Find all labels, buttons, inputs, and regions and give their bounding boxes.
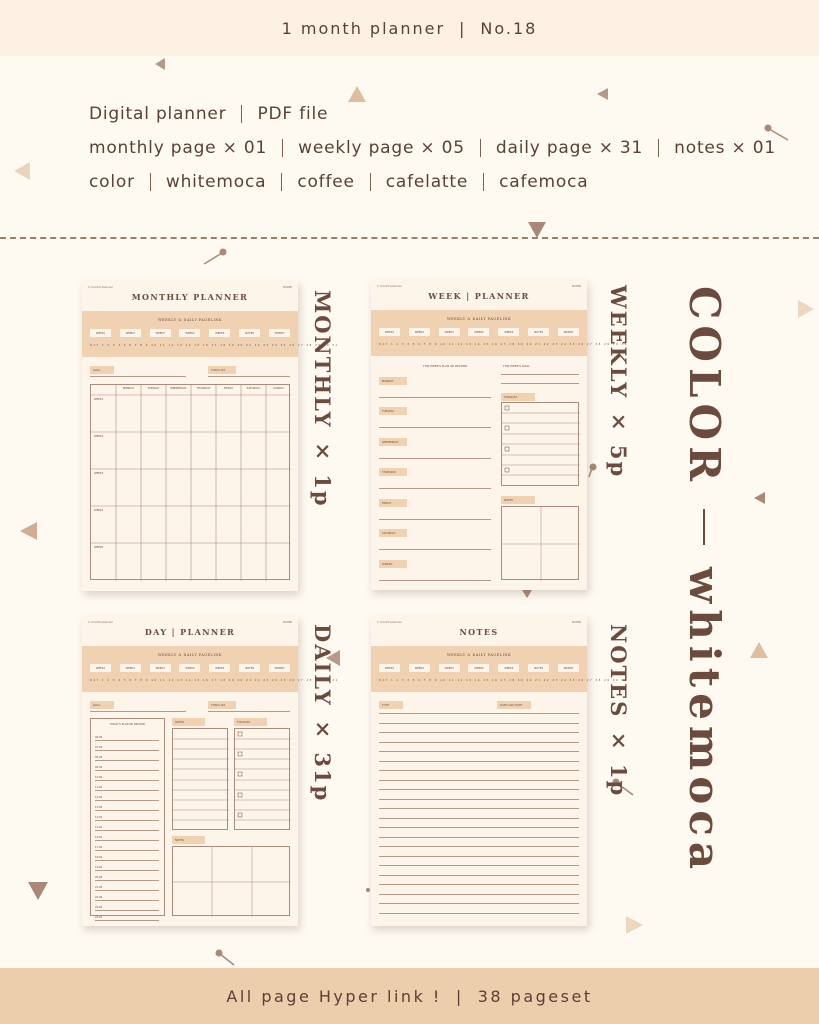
- triangle-icon: [754, 492, 765, 504]
- notes-lines: [502, 507, 580, 581]
- divider: [281, 173, 282, 191]
- color-word: COLOR: [680, 286, 729, 488]
- info-item: color: [89, 172, 135, 192]
- tab-week4: WEEK4: [468, 664, 489, 672]
- notes-box: [172, 728, 228, 830]
- info-item: coffee: [297, 172, 355, 192]
- tab-week3: WEEK3: [150, 329, 171, 337]
- rule-line: [208, 711, 290, 712]
- triangle-icon: [626, 916, 643, 934]
- rule-line: [95, 870, 159, 871]
- week-label: WEEK3: [94, 472, 104, 475]
- tab-week3: WEEK3: [439, 328, 460, 336]
- header-title: 1 month planner: [281, 18, 446, 38]
- time-label: 19:00: [95, 866, 103, 869]
- rule-line: [379, 732, 579, 733]
- weekly-count-label: WEEKLY × 5p: [606, 285, 631, 479]
- tab-week3: WEEK3: [150, 664, 171, 672]
- page-header: [371, 616, 587, 646]
- info-item: monthly page × 01: [89, 138, 268, 158]
- page-header: [371, 280, 587, 310]
- tab-week1: WEEK1: [379, 664, 400, 672]
- page-header: [82, 616, 298, 646]
- divider: [483, 173, 484, 191]
- time-label: 22:00: [95, 896, 103, 899]
- rule-line: [379, 713, 579, 714]
- rule-line: [379, 519, 491, 520]
- calendar-grid: [90, 384, 290, 580]
- time-label: 18:00: [95, 856, 103, 859]
- rule-line: [379, 818, 579, 819]
- todolist-box: [234, 728, 290, 830]
- footer-separator: |: [455, 986, 464, 1006]
- rule-line: [208, 376, 290, 377]
- triangle-icon: [20, 522, 37, 540]
- triangle-icon: [798, 300, 814, 318]
- rule-line: [379, 397, 491, 398]
- day-label: SUNDAY: [379, 560, 407, 568]
- link-title: WEEKLY & DAILY PAGELINK: [446, 653, 512, 657]
- todolist-label: TODOLIST: [234, 718, 267, 726]
- schedule-box: [90, 718, 165, 919]
- triangle-icon: [28, 882, 48, 900]
- rule-line: [95, 840, 159, 841]
- weekday-headers: [116, 387, 291, 390]
- tab-week1: WEEK1: [90, 329, 111, 337]
- day-links: [379, 343, 628, 346]
- tab-month: MONTH: [269, 664, 290, 672]
- day-numbers: 1 2 3 4 5 6 7 8 9 10 11 12 13 14 15 16 17 18 19 20 21 22 23 24 25 26 27 28 29 30 31: [101, 679, 339, 682]
- link-title: WEEKLY & DAILY PAGELINK: [446, 317, 512, 321]
- time-label: 13:00: [95, 806, 103, 809]
- rule-line: [379, 761, 579, 762]
- color-label: [680, 286, 729, 875]
- link-tabs: [379, 664, 579, 672]
- rule-line: [379, 894, 579, 895]
- brand-right: HOME: [282, 285, 292, 289]
- tab-week5: WEEK5: [498, 664, 519, 672]
- weekday-label: WEDNESDAY: [170, 387, 187, 390]
- rule-line: [379, 884, 579, 885]
- time-label: 14:00: [95, 816, 103, 819]
- header-bar: [0, 0, 819, 56]
- day-label: FRIDAY: [379, 499, 407, 507]
- monthly-count-label: MONTHLY × 1p: [310, 290, 335, 508]
- week-label: WEEK1: [94, 398, 104, 401]
- info-item: whitemoca: [165, 172, 267, 192]
- divider: [150, 173, 151, 191]
- info-item: PDF file: [257, 104, 329, 124]
- day-prefix: DAY: [379, 679, 389, 682]
- info-item: notes × 01: [674, 138, 777, 158]
- rule-line: [379, 903, 579, 904]
- time-label: 15:00: [95, 826, 103, 829]
- plan-heading: THIS WEEK'S PLAN OR RECORD: [423, 364, 468, 368]
- link-band: [371, 646, 628, 692]
- weekday-label: TUESDAY: [147, 387, 160, 390]
- divider: [480, 139, 481, 157]
- link-tabs: [379, 328, 579, 336]
- day-label: TUESDAY: [379, 407, 407, 415]
- page-header: [82, 281, 298, 311]
- todo-label: TODO LIST: [208, 366, 236, 374]
- rule-line: [379, 580, 491, 581]
- title-label: TITLE: [379, 701, 403, 709]
- notes-label: NOTES: [172, 836, 205, 844]
- tab-week2: WEEK2: [120, 664, 141, 672]
- day-links: [90, 344, 339, 347]
- tab-week5: WEEK5: [209, 329, 230, 337]
- rule-line: [379, 780, 579, 781]
- rule-line: [95, 860, 159, 861]
- todolist-lines: [502, 403, 580, 487]
- color-divider: [703, 509, 705, 545]
- todolist-lines: [235, 729, 291, 831]
- time-label: 17:00: [95, 846, 103, 849]
- triangle-icon: [750, 642, 768, 658]
- brand-left: 1 month planner: [377, 284, 403, 288]
- tab-month: MONTH: [269, 329, 290, 337]
- rule-line: [95, 820, 159, 821]
- notes-count-label: NOTES × 1p: [606, 624, 631, 798]
- weekday-label: SUNDAY: [273, 387, 284, 390]
- info-item: cafemoca: [499, 172, 589, 192]
- rule-line: [95, 910, 159, 911]
- weekday-label: SATURDAY: [246, 387, 261, 390]
- day-label: SATURDAY: [379, 529, 407, 537]
- info-line-1: [89, 104, 328, 124]
- week-label: WEEK5: [94, 546, 104, 549]
- day-numbers: 1 2 3 4 5 6 7 8 9 10 11 12 13 14 15 16 17 18 19 20 21 22 23 24 25 26 27 28 29 30 31: [390, 679, 628, 682]
- link-tabs: [90, 329, 290, 337]
- tab-month: MONTH: [558, 664, 579, 672]
- date-label: DATE/ DAY/ DATE: [497, 701, 531, 709]
- rule-line: [95, 780, 159, 781]
- todo-label: TODO LIST: [208, 701, 236, 709]
- tab-notes: NOTES: [239, 664, 260, 672]
- rule-line: [379, 770, 579, 771]
- day-label: WEDNESDAY: [379, 438, 407, 446]
- divider: [370, 173, 371, 191]
- info-item: daily page × 31: [495, 138, 644, 158]
- goal-label: GOAL: [90, 366, 114, 374]
- rule-line: [95, 800, 159, 801]
- rule-line: [379, 427, 491, 428]
- rule-line: [95, 900, 159, 901]
- brand-left: 1 month planner: [88, 620, 114, 624]
- rule-line: [379, 827, 579, 828]
- weekday-label: MONDAY: [122, 387, 135, 390]
- footer-bar: [0, 968, 819, 1024]
- rule-line: [379, 723, 579, 724]
- rule-line: [95, 850, 159, 851]
- brand-left: 1 month planner: [88, 285, 114, 289]
- day-label: THURSDAY: [379, 468, 407, 476]
- info-line-3: [89, 172, 588, 192]
- goal-heading: THIS WEEK'S GOAL: [503, 364, 530, 368]
- tab-week2: WEEK2: [120, 329, 141, 337]
- triangle-icon: [528, 222, 546, 238]
- rule-line: [90, 711, 186, 712]
- rule-line: [501, 374, 579, 375]
- time-label: 20:00: [95, 876, 103, 879]
- rule-line: [95, 880, 159, 881]
- pin-icon: [214, 948, 236, 968]
- link-title: WEEKLY & DAILY PAGELINK: [157, 653, 223, 657]
- time-label: 09:00: [95, 766, 103, 769]
- todolist-label: TODOLIST: [501, 393, 535, 401]
- rule-line: [95, 920, 159, 921]
- time-label: 08:00: [95, 756, 103, 759]
- link-title: WEEKLY & DAILY PAGELINK: [157, 318, 223, 322]
- tab-week1: WEEK1: [90, 664, 111, 672]
- link-band: [82, 311, 339, 357]
- rule-line: [379, 549, 491, 550]
- pin-icon: [586, 462, 600, 478]
- notes-label: NOTES: [501, 496, 535, 504]
- time-label: 16:00: [95, 836, 103, 839]
- triangle-icon: [14, 162, 30, 180]
- footer-right: 38 pageset: [477, 986, 593, 1006]
- rule-line: [95, 790, 159, 791]
- tab-week2: WEEK2: [409, 328, 430, 336]
- daily-count-label: DAILY × 31p: [310, 624, 335, 803]
- tab-notes: NOTES: [528, 664, 549, 672]
- tab-week4: WEEK4: [179, 329, 200, 337]
- tab-week5: WEEK5: [498, 328, 519, 336]
- rule-line: [95, 830, 159, 831]
- day-numbers: 1 2 3 4 5 6 7 8 9 10 11 12 13 14 15 16 17 18 19 20 21 22 23 24 25 26 27 28 29 30 31: [101, 344, 339, 347]
- tab-week4: WEEK4: [179, 664, 200, 672]
- rule-line: [379, 846, 579, 847]
- info-item: cafelatte: [385, 172, 469, 192]
- pin-icon: [202, 248, 228, 268]
- notes-box: [501, 506, 579, 580]
- brand-left: 1 month planner: [377, 620, 403, 624]
- week-label: WEEK4: [94, 509, 104, 512]
- day-links: [379, 679, 628, 682]
- footer-left: All page Hyper link !: [226, 986, 442, 1006]
- plan-heading: TODAY'S PLAN OR RECORD: [109, 723, 146, 726]
- rule-line: [379, 751, 579, 752]
- time-label: 06:00: [95, 736, 103, 739]
- divider: [282, 139, 283, 157]
- rule-line: [379, 488, 491, 489]
- time-label: 11:00: [95, 786, 103, 789]
- tab-week2: WEEK2: [409, 664, 430, 672]
- rule-line: [379, 799, 579, 800]
- rule-line: [95, 760, 159, 761]
- page-title: NOTES: [459, 627, 499, 637]
- rule-line: [90, 376, 186, 377]
- brand-right: HOME: [282, 620, 292, 624]
- weekday-label: THURSDAY: [196, 387, 211, 390]
- weekday-label: FRIDAY: [223, 387, 234, 390]
- rule-line: [379, 865, 579, 866]
- rule-line: [95, 750, 159, 751]
- time-label: 23:00: [95, 906, 103, 909]
- calendar-lines: [91, 385, 291, 581]
- brand-right: HOME: [571, 620, 581, 624]
- triangle-icon: [155, 58, 165, 70]
- goal-label: GOAL: [90, 701, 114, 709]
- rule-line: [379, 913, 579, 914]
- day-prefix: DAY: [90, 679, 100, 682]
- notes-grid-lines: [173, 847, 291, 917]
- day-prefix: DAY: [379, 343, 389, 346]
- page-title: MONTHLY PLANNER: [131, 292, 249, 302]
- day-numbers: 1 2 3 4 5 6 7 8 9 10 11 12 13 14 15 16 17 18 19 20 21 22 23 24 25 26 27 28 29 30 31: [390, 343, 628, 346]
- notes-lines: [173, 729, 229, 831]
- tab-week3: WEEK3: [439, 664, 460, 672]
- header-separator: |: [459, 18, 467, 38]
- todolist-box: [501, 402, 579, 486]
- rule-line: [379, 789, 579, 790]
- rule-line: [379, 856, 579, 857]
- tab-week4: WEEK4: [468, 328, 489, 336]
- tab-week1: WEEK1: [379, 328, 400, 336]
- rule-line: [95, 810, 159, 811]
- rule-line: [95, 770, 159, 771]
- link-tabs: [90, 664, 290, 672]
- rule-line: [379, 742, 579, 743]
- notes-grid: [172, 846, 290, 916]
- color-value: whitemoca: [680, 567, 729, 876]
- link-band: [371, 310, 628, 356]
- triangle-icon: [522, 590, 532, 598]
- notes-label: NOTES: [172, 718, 205, 726]
- time-label: 24:00: [95, 916, 103, 919]
- rule-line: [501, 383, 579, 384]
- rule-line: [95, 740, 159, 741]
- tab-week5: WEEK5: [209, 664, 230, 672]
- tab-notes: NOTES: [528, 328, 549, 336]
- info-line-2: [89, 138, 776, 158]
- dashed-divider: [0, 237, 819, 239]
- week-label: WEEK2: [94, 435, 104, 438]
- rule-line: [379, 808, 579, 809]
- pin-icon: [764, 124, 790, 144]
- time-label: 12:00: [95, 796, 103, 799]
- info-item: Digital planner: [89, 104, 227, 124]
- tab-month: MONTH: [558, 328, 579, 336]
- triangle-icon: [348, 86, 366, 102]
- rule-line: [379, 458, 491, 459]
- header-number: No.18: [480, 18, 538, 38]
- rule-line: [95, 890, 159, 891]
- divider: [658, 139, 659, 157]
- page-title: WEEK | PLANNER: [428, 291, 530, 301]
- page-title: DAY | PLANNER: [144, 627, 236, 637]
- tab-notes: NOTES: [239, 329, 260, 337]
- triangle-icon: [597, 88, 608, 100]
- time-label: 21:00: [95, 886, 103, 889]
- link-band: [82, 646, 339, 692]
- divider: [241, 105, 242, 123]
- time-label: 07:00: [95, 746, 103, 749]
- rule-line: [379, 837, 579, 838]
- day-prefix: DAY: [90, 344, 100, 347]
- time-label: 10:00: [95, 776, 103, 779]
- day-links: [90, 679, 339, 682]
- brand-right: HOME: [571, 284, 581, 288]
- info-item: weekly page × 05: [298, 138, 465, 158]
- rule-line: [379, 875, 579, 876]
- day-label: MONDAY: [379, 377, 407, 385]
